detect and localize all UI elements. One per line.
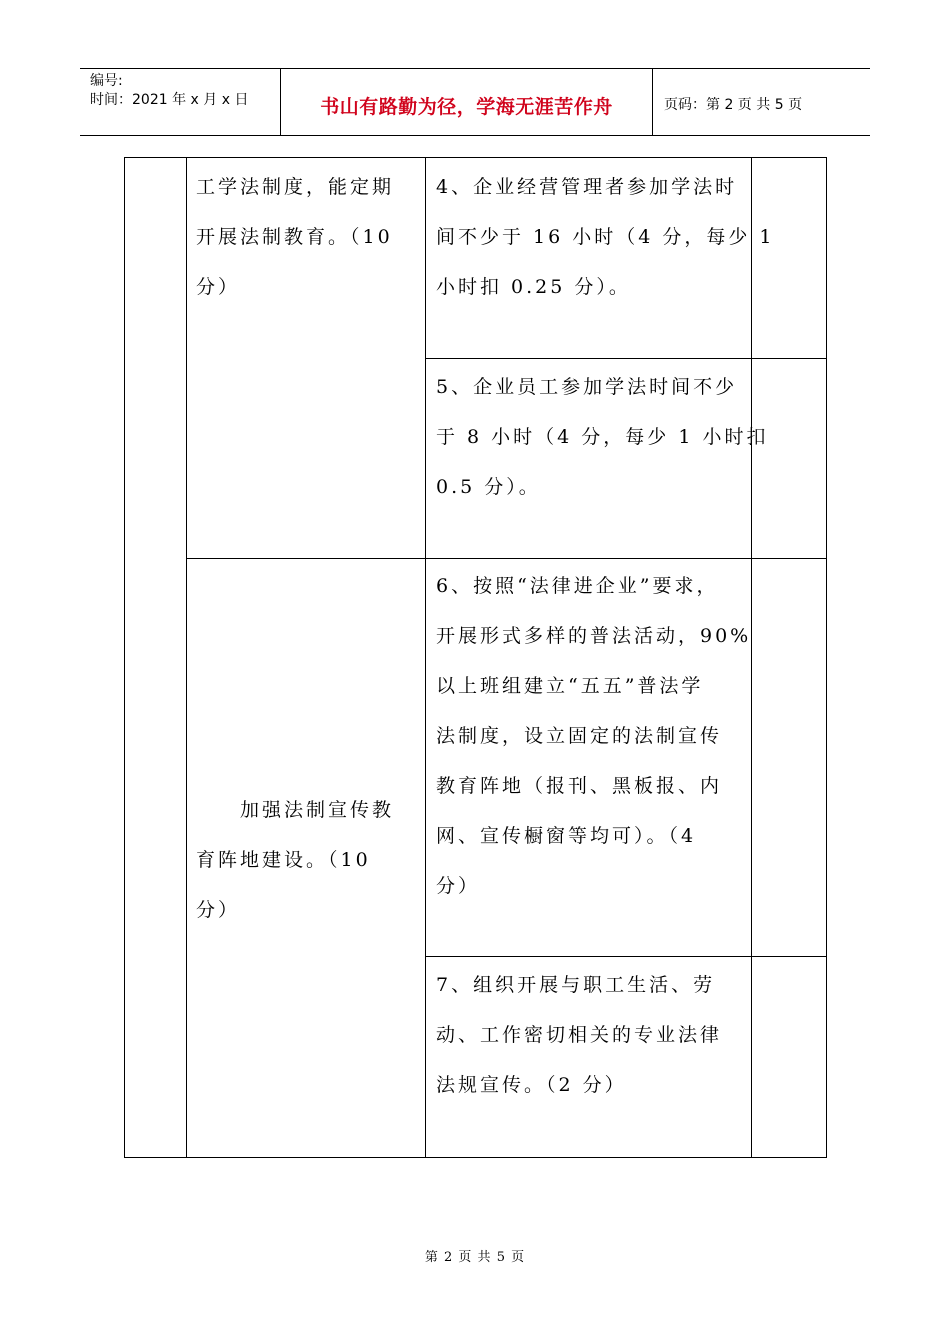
row-divider-item-3 [425, 956, 826, 957]
header-page-info [653, 69, 870, 135]
category-line: 加强法制宣传教 [196, 799, 395, 821]
col-divider-2 [425, 158, 426, 1157]
category-line: 育阵地建设。（10 [196, 849, 371, 871]
category-cell-1 [196, 162, 394, 312]
footer-page-number: 第 2 页 共 5 页 [424, 1250, 526, 1265]
item-line: 网、宣传橱窗等均可）。（4 [436, 825, 697, 847]
item-cell-5 [436, 362, 768, 512]
item-line: 4、企业经营管理者参加学法时 [436, 176, 738, 198]
item-line: 7、组织开展与职工生活、劳 [436, 974, 716, 996]
item-line: 5、企业员工参加学法时间不少 [436, 376, 738, 398]
item-line: 分） [436, 875, 481, 897]
col-divider-1 [186, 158, 187, 1157]
assessment-table [124, 157, 827, 1158]
item-cell-6 [436, 561, 751, 911]
item-line: 动、工作密切相关的专业法律 [436, 1024, 723, 1046]
header-meta [80, 69, 281, 135]
item-line: 6、按照“法律进企业”要求， [436, 575, 719, 597]
item-cell-4 [436, 162, 775, 312]
page-footer [0, 1246, 950, 1265]
row-divider-item-1 [425, 358, 826, 359]
item-line: 法制度，设立固定的法制宣传 [436, 725, 723, 747]
item-line: 以上班组建立“五五”普法学 [436, 675, 704, 697]
item-line: 0.5 分）。 [436, 476, 541, 498]
header-motto-cell [281, 69, 653, 135]
item-cell-7 [436, 960, 722, 1110]
category-line: 分） [196, 899, 241, 921]
item-line: 开展形式多样的普法活动，90% [436, 625, 752, 647]
category-line: 工学法制度，能定期 [196, 176, 395, 198]
number-label: 编号: [90, 73, 123, 89]
time-label: 时间：2021 年 x 月 x 日 [90, 92, 249, 108]
header-motto: 书山有路勤为径，学海无涯苦作舟 [320, 95, 613, 118]
item-line: 法规宣传。（2 分） [436, 1074, 627, 1096]
category-line: 开展法制教育。（10 [196, 226, 393, 248]
item-line: 间不少于 16 小时（4 分，每少 1 [436, 226, 775, 248]
item-line: 小时扣 0.25 分）。 [436, 276, 631, 298]
page-info-text: 页码：第 2 页 共 5 页 [664, 97, 803, 113]
item-line: 教育阵地（报刊、黑板报、内 [436, 775, 723, 797]
row-divider-section [186, 558, 826, 559]
page-header [80, 68, 870, 136]
item-line: 于 8 小时（4 分，每少 1 小时扣 [436, 426, 769, 448]
category-line: 分） [196, 276, 241, 298]
category-cell-2 [196, 785, 394, 935]
